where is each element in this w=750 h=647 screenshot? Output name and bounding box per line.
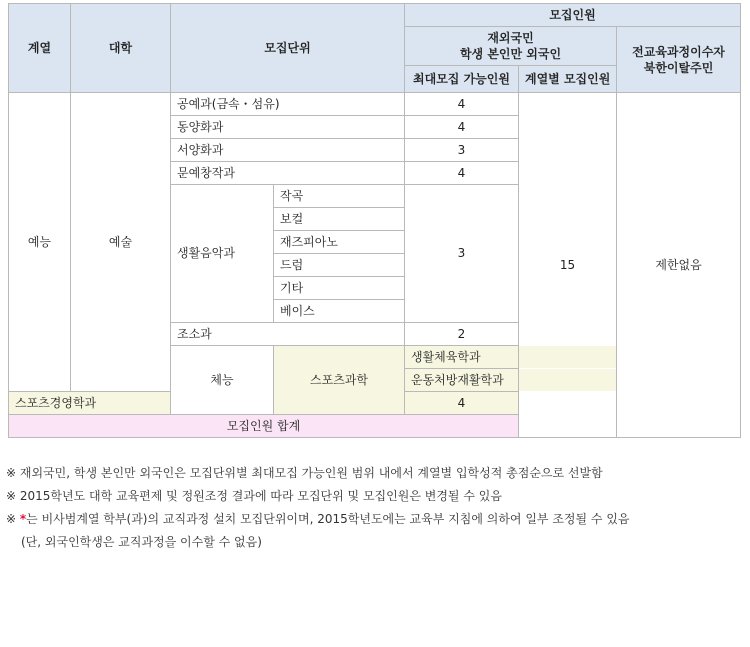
header-full-course-line2: 북한이탈주민: [643, 60, 714, 75]
unit-name: 문예창작과: [171, 162, 405, 185]
note-2: ※ 2015학년도 대학 교육편제 및 정원조정 결과에 따라 모집단위 및 모집인원은 변경될 수 있음: [6, 489, 502, 503]
unit-name: 스포츠경영학과: [9, 392, 171, 415]
max-possible-value: 4: [405, 93, 519, 116]
max-possible-value: 4: [405, 162, 519, 185]
college-pe: 스포츠과학: [274, 346, 405, 415]
table-row: [9, 93, 741, 116]
star-mark: *: [19, 512, 27, 526]
unit-name: 서양화과: [171, 139, 405, 162]
header-quota: 모집인원: [405, 4, 741, 27]
total-label: 모집인원 합계: [9, 415, 519, 438]
track-pe: 체능: [171, 346, 274, 415]
note-3: [6, 508, 630, 531]
unit-name: 조소과: [171, 323, 405, 346]
max-possible-value: 2: [405, 323, 519, 346]
major-name: 드럼: [274, 254, 405, 277]
max-possible-value: 3: [405, 139, 519, 162]
max-possible-value: 3: [405, 185, 519, 323]
header-full-course-line1: 전교육과정이수자: [632, 44, 725, 59]
major-name: 베이스: [274, 300, 405, 323]
major-name: 작곡: [274, 185, 405, 208]
header-overseas-line1: 재외국민: [487, 31, 534, 45]
max-possible-value: 4: [405, 392, 519, 415]
unit-name: 생활체육학과: [405, 346, 617, 369]
college-arts: 예술: [71, 93, 171, 392]
notes: [6, 462, 630, 554]
unit-name-music: 생활음악과: [171, 185, 274, 323]
note-4: (단, 외국인학생은 교직과정을 이수할 수 없음): [21, 535, 262, 549]
unit-name: 운동처방재활학과: [405, 369, 617, 392]
major-name: 보컬: [274, 208, 405, 231]
unit-name: 공예과(금속・섬유): [171, 93, 405, 116]
major-name: 재즈피아노: [274, 231, 405, 254]
max-possible-value: 4: [405, 116, 519, 139]
admission-quota-table: [8, 3, 741, 438]
header-max-possible: 최대모집 가능인원: [405, 66, 519, 93]
header-track: 계열: [9, 4, 71, 93]
note-3-text: 는 비사범계열 학부(과)의 교직과정 설치 모집단위이며, 2015학년도에는 교육부 지침에 의하여 일부 조정될 수 있음: [26, 512, 630, 526]
header-unit: 모집단위: [171, 4, 405, 93]
header-row-1: [9, 4, 741, 27]
header-by-track: 계열별 모집인원: [519, 66, 617, 93]
header-overseas-line2: 학생 본인만 외국인: [459, 47, 562, 61]
major-name: 기타: [274, 277, 405, 300]
header-overseas: [405, 27, 617, 66]
header-full-course: [617, 27, 741, 93]
header-college: 대학: [71, 4, 171, 93]
note-3-prefix: ※: [6, 512, 20, 526]
unit-name: 동양화과: [171, 116, 405, 139]
by-track-value: 15: [519, 93, 617, 438]
full-course-value: 제한없음: [617, 93, 741, 438]
track-arts: 예능: [9, 93, 71, 392]
note-1: ※ 재외국민, 학생 본인만 외국인은 모집단위별 최대모집 가능인원 범위 내에서 계열별 입학성적 총점순으로 선발함: [6, 466, 603, 480]
